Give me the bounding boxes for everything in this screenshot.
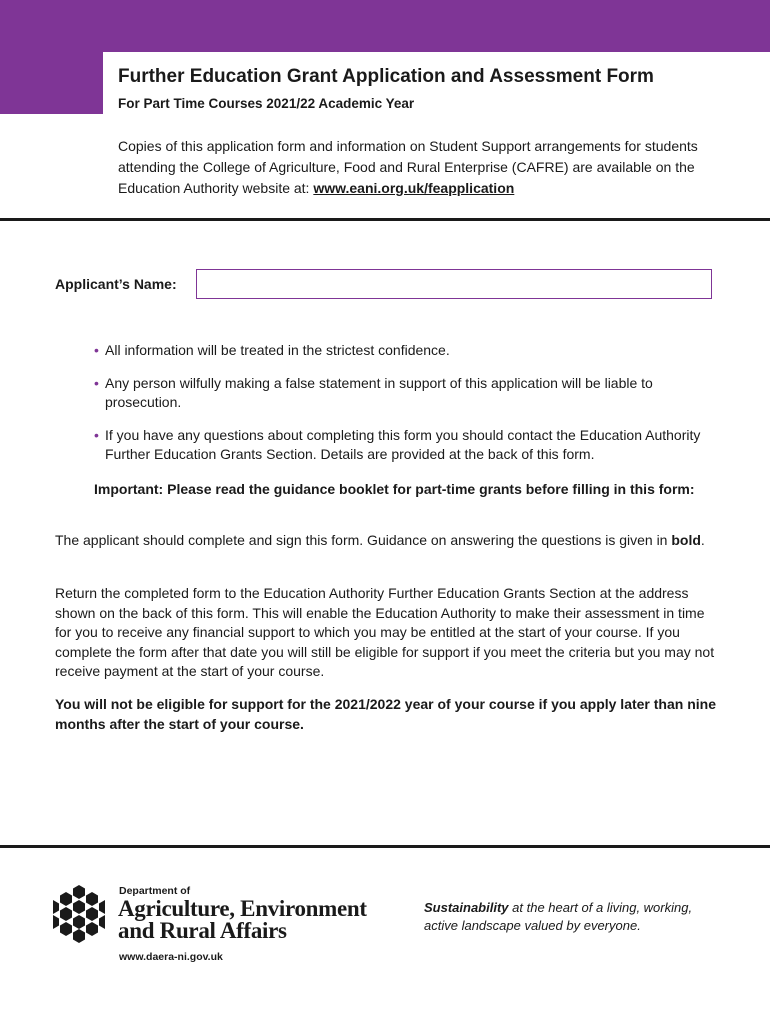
header-divider bbox=[0, 218, 770, 221]
important-notice: Important: Please read the guidance booklet for part-time grants before filling in this form: bbox=[94, 481, 695, 497]
sustainability-tagline bbox=[424, 899, 724, 935]
form-subtitle: For Part Time Courses 2021/22 Academic Year bbox=[118, 96, 415, 111]
application-link[interactable]: www.eani.org.uk/feapplication bbox=[313, 180, 515, 196]
completion-instructions bbox=[55, 531, 720, 551]
daera-hexagon-logo-icon bbox=[53, 885, 105, 943]
list-item-text: Any person wilfully making a false statement in support of this application will be liable to prosecution. bbox=[105, 374, 653, 410]
header-purple-tab bbox=[0, 52, 103, 114]
return-instructions: Return the completed form to the Education Authority Further Education Grants Section at the address shown on the back of this form. This will enable the Education Authority to make their assessment in time for you to receive any financial support to which you may be entitled at the start of your course. If you complete the form after that date you will still be eligible for support if you meet the criteria but you may not receive payment at the start of your course. bbox=[55, 585, 715, 679]
applicant-name-input[interactable] bbox=[196, 269, 712, 299]
dept-name bbox=[118, 898, 367, 942]
bullet-icon: • bbox=[94, 342, 99, 358]
bold-keyword: bold bbox=[671, 532, 701, 548]
form-title: Further Education Grant Application and Assessment Form bbox=[118, 66, 654, 87]
bullet-icon: • bbox=[94, 374, 99, 391]
list-item-text: All information will be treated in the strictest confidence. bbox=[105, 342, 450, 358]
intro-paragraph bbox=[118, 136, 718, 199]
header-purple-bar bbox=[0, 0, 770, 52]
dept-prefix: Department of bbox=[119, 885, 191, 897]
applicant-name-label: Applicant’s Name: bbox=[55, 276, 177, 292]
instructions-end: . bbox=[700, 532, 705, 548]
footer-divider bbox=[0, 845, 770, 848]
bullet-icon: • bbox=[94, 426, 99, 443]
dept-name-line1: Agriculture, Environment bbox=[118, 896, 367, 921]
eligibility-warning: You will not be eligible for support for the 2021/2022 year of your course if you apply later than nine months after the start of your course. bbox=[55, 696, 716, 732]
tagline-text: at the heart of a living, working, active landscape valued by everyone. bbox=[424, 900, 693, 933]
list-item bbox=[94, 426, 724, 465]
tagline-bold: Sustainability bbox=[424, 900, 509, 915]
list-item bbox=[94, 374, 724, 413]
list-item bbox=[94, 341, 724, 361]
dept-url: www.daera-ni.gov.uk bbox=[119, 951, 223, 963]
intro-text: Copies of this application form and information on Student Support arrangements for students attending the College of Agriculture, Food and Rural Enterprise (CAFRE) are available on the Education Authority website at: bbox=[118, 138, 698, 196]
instructions-text: The applicant should complete and sign this form. Guidance on answering the questions is given in bbox=[55, 532, 672, 548]
list-item-text: If you have any questions about completing this form you should contact the Education Authority Further Education Grants Section. Details are provided at the back of this form. bbox=[105, 426, 701, 462]
dept-name-line2: and Rural Affairs bbox=[118, 918, 287, 943]
notice-list bbox=[94, 341, 724, 478]
